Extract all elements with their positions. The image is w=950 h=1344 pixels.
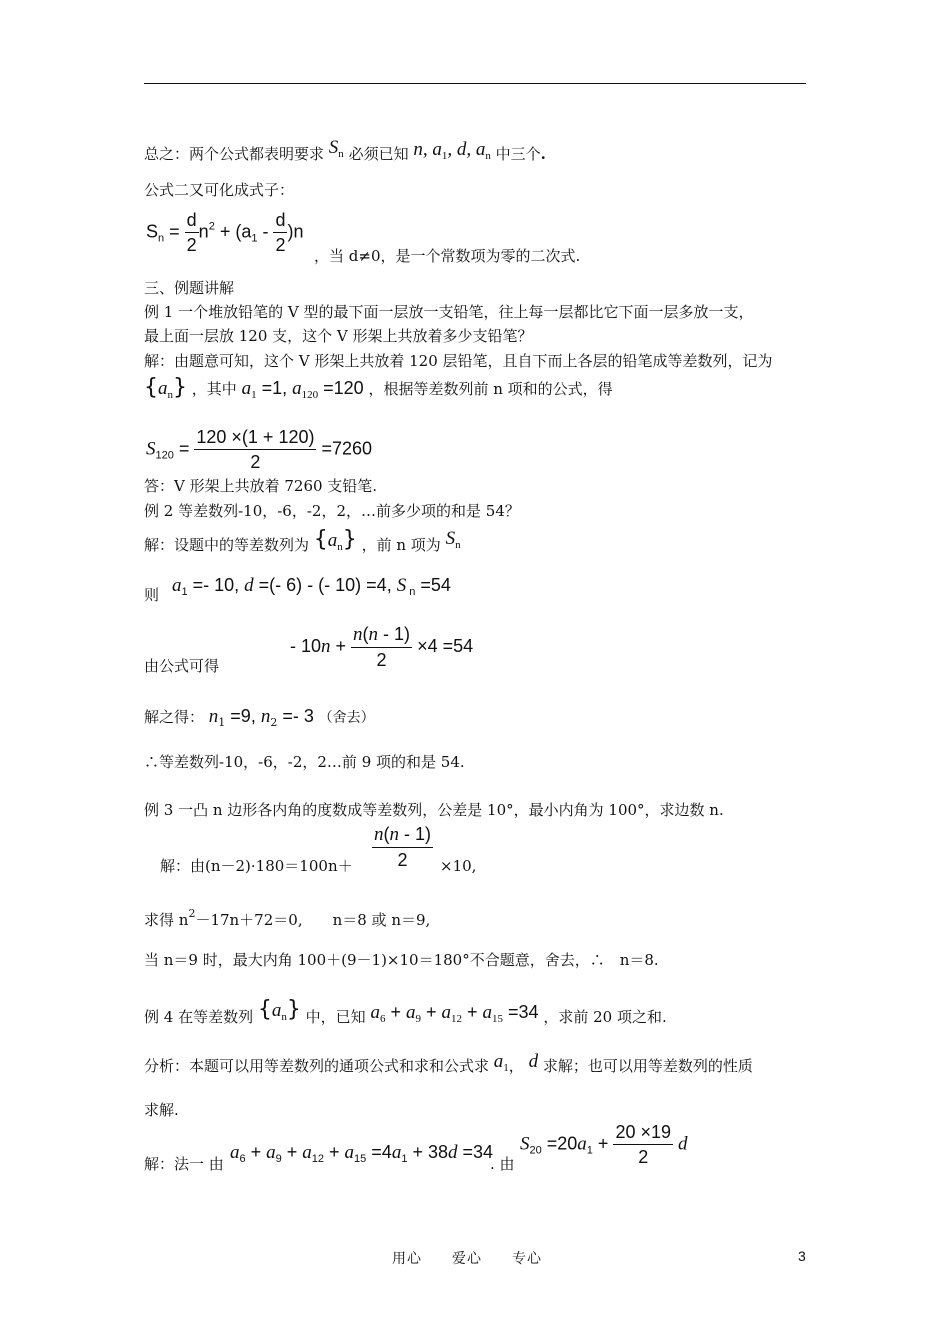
sn-quadratic-formula: $S_n$ = $\frac{d}{2}$ $n^2 + (a_1$ - $\frac{d}{2}$ )n [146,210,304,255]
example2-conclusion: ∴等差数列-10，-6，-2，2…前 9 项的和是 54. [144,753,465,771]
quadratic-note: ，当 d≠0，是一个常数项为零的二次式. [314,247,581,265]
example4-question: 例 4 在等差数列 $\{a_n\}$ 中，已知 $a_6 + a_9 + a_{12} + a_{15} =34$ ，求前 20 项之和. [144,997,667,1026]
example2-solution-3: 由公式可得 [144,657,220,675]
example4-analysis-2: 求解. [144,1101,179,1119]
example3-fraction: $\frac{n(n - 1)}{2}$ [374,824,432,870]
example2-solution-2: 则 [144,586,160,604]
example1-answer: 答：V 形架上共放着 7260 支铅笔. [144,477,378,495]
summary-text-1: 总之：两个公式都表明要求 [144,145,325,163]
header-rule [144,83,806,84]
example3-solution-3: 当 n＝9 时，最大内角 100＋(9－1)×10＝180°不合题意，舍去，∴ n＝8. [144,951,659,969]
example3-solution-1b: ×10, [440,857,477,875]
example4-by: . 由 [490,1155,515,1173]
example4-sum-equation: $a_6 + a_9 + a_{12} + a_{15} =4a_1 + 38d =34$ [230,1142,494,1165]
example3-solution-1: 解：由(n－2)·180＝100n＋ [160,857,353,875]
example1-question-1: 例 1 一个堆放铅笔的 V 型的最下面一层放一支铅笔，往上每一层都比它下面一层多放一支， [144,303,754,321]
page-number: 3 [798,1248,806,1264]
example1-question-2: 最上面一层放 120 支，这个 V 形架上共放着多少支铅笔？ [144,327,533,345]
s120-formula: $S_{120}$ = $\frac{120 \times(1 + 120)}{2}$ =7260 [146,427,373,472]
example2-solution-1: 解：设题中的等差数列为 $\{a_n\}$ ，前 n 项为 $S_n$ [144,527,461,554]
s20-formula: $S_{20} =20a_1$ + $\frac{20 \times 19}{2}$ d [520,1122,688,1167]
example4-solution-label: 解：法一 由 [144,1155,224,1173]
example2-givens: $a_1 =- 10$, d =(- 6) - (- 10) =4, S $_n$ =54 [172,575,451,598]
example3-solution-2: 求得 $n^2-17n+72=0$, n＝8 或 n＝9, [144,907,431,929]
page-footer: 用心 爱心 专心 [392,1251,542,1267]
example2-equation: - 10n + $\frac{n(n - 1)}{2}$ ×4 =54 [290,624,474,670]
summary-text-3: 中三个 [495,145,541,163]
summary-line: 总之：两个公式都表明要求 $S_n$ 必须已知 n, $a_1$, d, $a_n$ 中三个. [144,137,546,163]
section-heading: 三、例题讲解 [144,279,235,297]
example4-analysis-1: 分析：本题可以用等差数列的通项公式和求和公式求 $a_1$， d 求解；也可以用等差数列的性质 [144,1051,753,1075]
example1-solution-1: 解：由题意可知，这个 V 形架上共放着 120 层铅笔，且自下而上各层的铅笔成等差数列，记为 [144,352,773,370]
example2-question: 例 2 等差数列-10，-6，-2，2，…前多少项的和是 54？ [144,502,520,520]
formula-intro: 公式二又可化成式子： [144,181,295,199]
example2-solution-4: 解之得： $n_1 =9$, $n_2 =- 3$ （舍去） [144,706,375,729]
example3-question: 例 3 一凸 n 边形各内角的度数成等差数列，公差是 10°，最小内角为 100°，求边数 n. [144,801,724,819]
summary-text-2: 必须已知 [348,145,409,163]
example1-solution-2: $\{a_n\}$ ，其中 $a_1 =1$, $a_{120} =120$ ，根据等差数列前 n 项和的公式，得 [144,375,613,401]
